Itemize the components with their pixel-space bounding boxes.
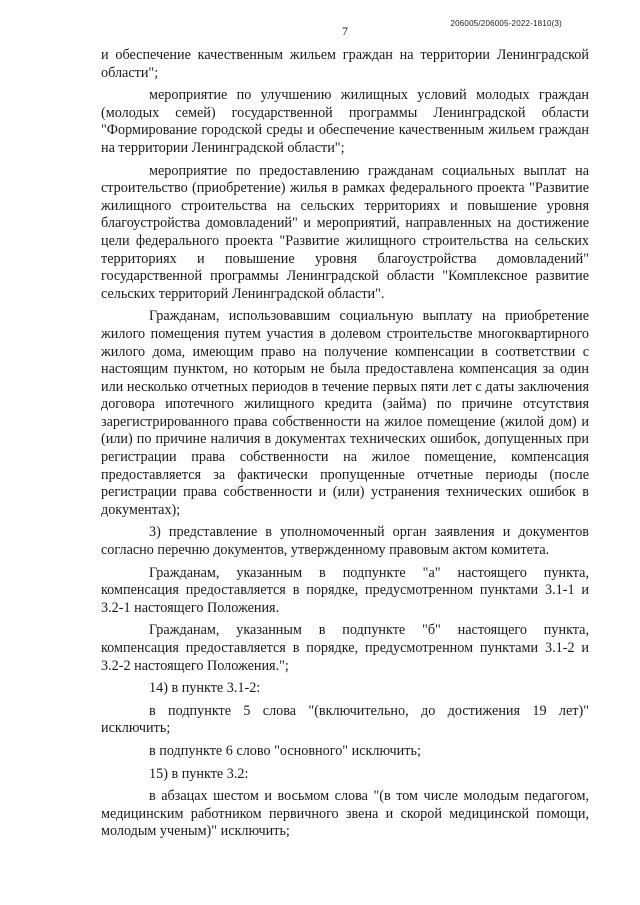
page-number: 7	[342, 24, 348, 38]
paragraph-youth-housing-measure: мероприятие по улучшению жилищных условий молодых граждан (молодых семей) государственной программы Ленинградской области "Формирование городской среды и обеспечение качественным жильем граждан на территории Ленинградской области";	[101, 87, 589, 156]
paragraph-citizens-subitem-a: Гражданам, указанным в подпункте "а" настоящего пункта, компенсация предоставляется в порядке, предусмотренном пунктами 3.1-1 и 3.2-1 настоящего Положения.	[101, 564, 589, 616]
paragraph-subitem-5-amend: в подпункте 5 слова "(включительно, до достижения 19 лет)" исключить;	[101, 702, 589, 737]
paragraph-citizens-subitem-b: Гражданам, указанным в подпункте "б" настоящего пункта, компенсация предоставляется в порядке, предусмотренном пунктами 3.1-2 и 3.2-2 настоящего Положения.";	[101, 622, 589, 674]
paragraph-paragraphs-6-8-amend: в абзацах шестом и восьмом слова "(в том числе молодым педагогом, медицинским работником первичного звена и скорой медицинской помощи, молодым ученым)" исключить;	[101, 788, 589, 840]
paragraph-item-14: 14) в пункте 3.1-2:	[149, 680, 261, 697]
paragraph-subitem-6-amend: в подпункте 6 слово "основного" исключить;	[149, 742, 421, 759]
document-code: 206005/206005-2022-1810(3)	[450, 19, 562, 28]
paragraph-continuation: и обеспечение качественным жильем граждан на территории Ленинградской области";	[101, 47, 589, 81]
document-body	[101, 47, 589, 841]
paragraph-compensation-shared-construction: Гражданам, использовавшим социальную выплату на приобретение жилого помещения путем участия в долевом строительстве многоквартирного жилого дома, имеющим право на получение компенсации в соответствии с настоящим пунктом, но которым не была предоставлена компенсация за один или несколько отчетных периодов в течение первых пяти лет с даты заключения договора ипотечного жилищного кредита (займа) по причине отсутствия зарегистрированного права собственности на жилое помещение (жилой дом) и (или) по причине наличия в документах технических ошибок, допущенных при регистрации права собственности на жилое помещение, компенсация предоставляется за фактически пропущенные отчетные периоды (после регистрации права собственности и (или) устранения технических ошибок в документах);	[101, 308, 589, 518]
paragraph-item-15: 15) в пункте 3.2:	[149, 765, 249, 782]
paragraph-item-3: 3) представление в уполномоченный орган заявления и документов согласно перечню документов, утвержденному правовым актом комитета.	[101, 524, 589, 559]
paragraph-rural-social-payments: мероприятие по предоставлению гражданам социальных выплат на строительство (приобретение) жилья в рамках федерального проекта "Развитие жилищного строительства на сельских территориях и повышение уровня благоустройства домовладений" и мероприятий, направленных на достижение цели федерального проекта "Развитие жилищного строительства на сельских территориях и повышение уровня благоустройства домовладений" государственной программы Ленинградской области "Комплексное развитие сельских территорий Ленинградской области".	[101, 162, 589, 302]
